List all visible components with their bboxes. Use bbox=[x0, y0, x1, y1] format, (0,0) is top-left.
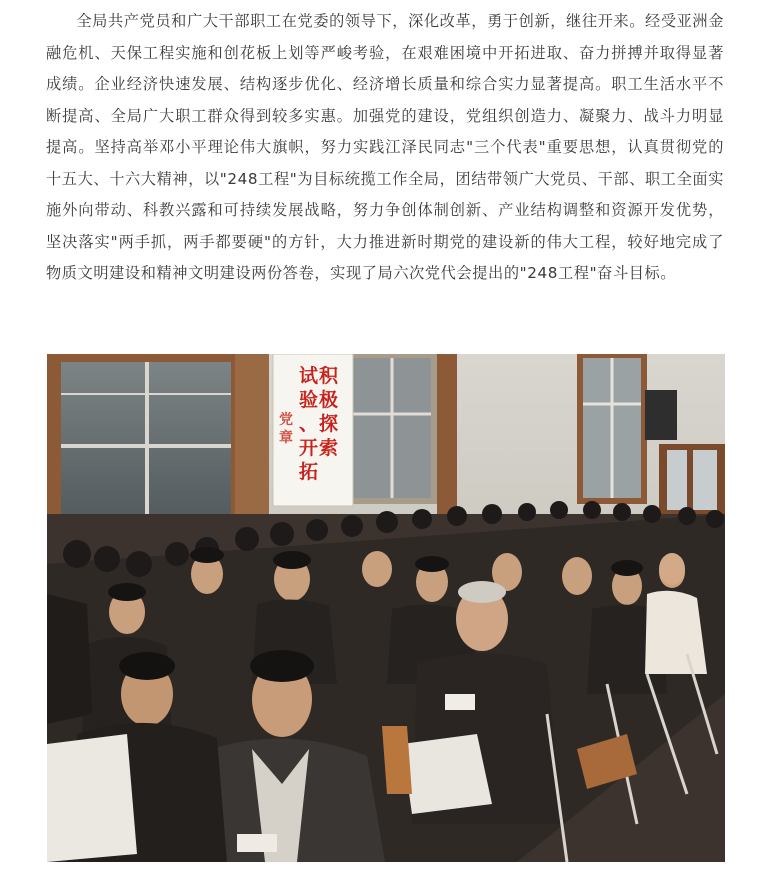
banner-char: 开 bbox=[299, 437, 319, 459]
banner-char: 验 bbox=[299, 389, 319, 411]
banner-char: 积 bbox=[319, 365, 339, 387]
article-paragraph: 全局共产党员和广大干部职工在党委的领导下，深化改革，勇于创新，继往开来。经受亚洲金融危机、天保工程实施和创花板上划等严峻考验，在艰难困境中开拓进取、奋力拼搏并取得显著成绩。企业经济快速发展、结构逐步优化、经济增长质量和综合实力显著提高。职工生活水平不断提高、全局广大职工群众得到较多实惠。加强党的建设，党组织创造力、凝聚力、战斗力明显提高。坚持高举邓小平理论伟大旗帜，努力实践江泽民同志"三个代表"重要思想，认真贯彻党的十五大、十六大精神，以"248工程"为目标统揽工作全局，团结带领广大党员、干部、职工全面实施外向带动、科教兴露和可持续发展战略，努力争创体制创新、产业结构调整和资源开发优势，坚决落实"两手抓，两手都要硬"的方针，大力推进新时期党的建设新的伟大工程，较好地完成了物质文明建设和精神文明建设两份答卷，实现了局六次党代会提出的"248工程"奋斗目标。 bbox=[46, 12, 724, 282]
meeting-photo bbox=[47, 354, 725, 862]
banner-char: 探 bbox=[319, 413, 339, 435]
banner-char: 试 bbox=[299, 365, 319, 387]
banner-char: 拓 bbox=[299, 461, 319, 483]
banner-char: 索 bbox=[319, 437, 339, 459]
banner-char: 章 bbox=[279, 430, 293, 446]
banner-char: 、 bbox=[299, 413, 319, 435]
banner-char: 极 bbox=[319, 389, 339, 411]
banner-char: 党 bbox=[279, 412, 293, 428]
